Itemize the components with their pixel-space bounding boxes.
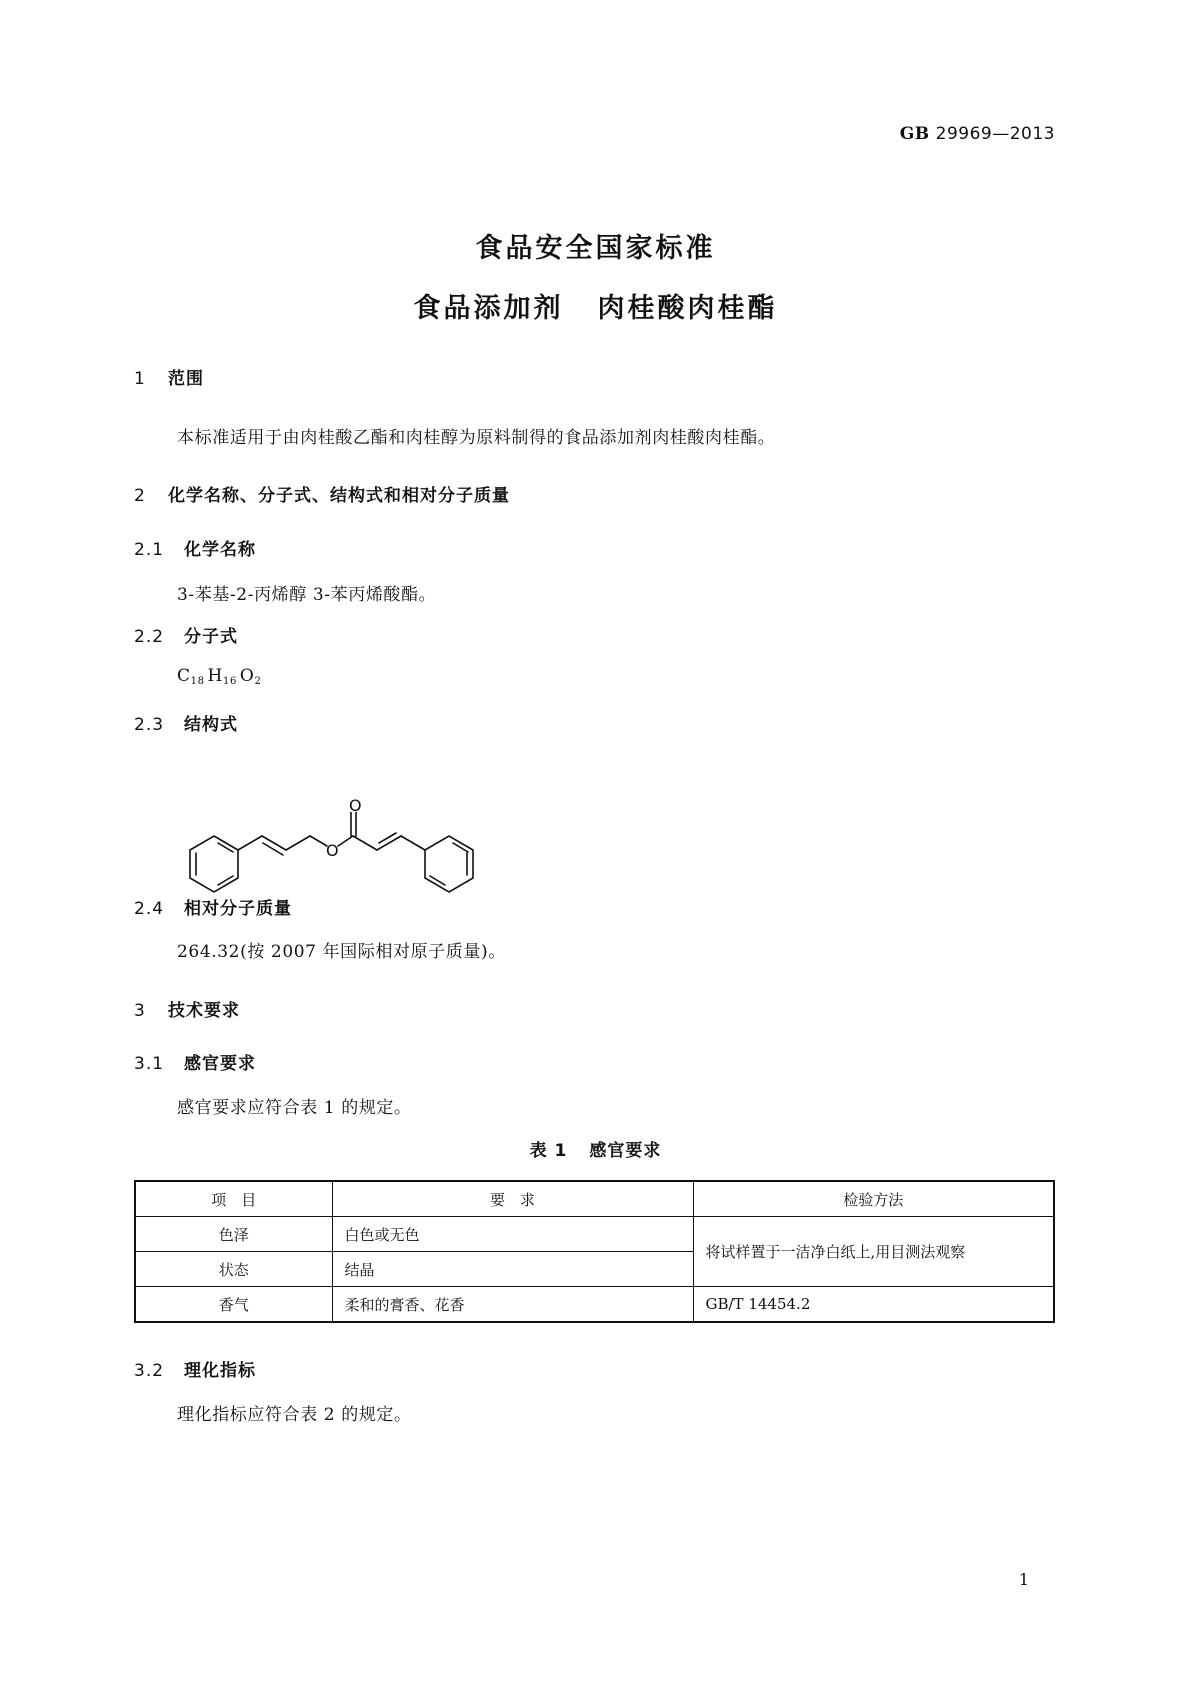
section-number: 1 bbox=[134, 369, 146, 389]
section-number: 2 bbox=[134, 486, 146, 506]
section-heading-1 bbox=[134, 364, 204, 389]
section-title: 技术要求 bbox=[168, 1001, 240, 1021]
section-heading-3 bbox=[134, 996, 240, 1021]
document-subtitle bbox=[0, 286, 1191, 325]
formula-hydrogen: H bbox=[207, 666, 223, 686]
section-number: 3.1 bbox=[134, 1054, 165, 1074]
table-row bbox=[135, 1217, 1054, 1252]
molecular-mass: 264.32(按 2007 年国际相对原子质量)。 bbox=[177, 942, 506, 962]
section-heading-3-1 bbox=[134, 1049, 256, 1074]
sensory-requirement-text: 感官要求应符合表 1 的规定。 bbox=[177, 1098, 412, 1118]
sensory-requirements-table bbox=[134, 1180, 1055, 1323]
section-title: 理化指标 bbox=[184, 1361, 256, 1381]
section-heading-2-1 bbox=[134, 535, 256, 560]
header-requirement: 要 求 bbox=[332, 1181, 693, 1217]
physicochemical-requirement-text: 理化指标应符合表 2 的规定。 bbox=[177, 1405, 412, 1425]
section-title: 相对分子质量 bbox=[184, 899, 292, 919]
section-heading-3-2 bbox=[134, 1356, 256, 1381]
document-code bbox=[900, 124, 1055, 144]
header-test-method: 检验方法 bbox=[693, 1181, 1054, 1217]
section-title: 化学名称 bbox=[184, 540, 256, 560]
section-number: 2.1 bbox=[134, 540, 165, 560]
table-number: 表 1 bbox=[529, 1141, 568, 1161]
section-title: 化学名称、分子式、结构式和相对分子质量 bbox=[168, 486, 510, 506]
ester-oxygen-label: O bbox=[326, 841, 339, 860]
scope-paragraph: 本标准适用于由肉桂酸乙酯和肉桂醇为原料制得的食品添加剂肉桂酸肉桂酯。 bbox=[177, 428, 776, 448]
table-title: 感官要求 bbox=[589, 1141, 662, 1161]
cell-requirement: 白色或无色 bbox=[332, 1217, 693, 1252]
section-title: 范围 bbox=[168, 369, 204, 389]
standard-prefix: GB bbox=[899, 124, 930, 144]
cell-item: 状态 bbox=[135, 1252, 332, 1287]
formula-oxygen: O bbox=[239, 666, 255, 686]
subtitle-category: 食品添加剂 bbox=[413, 293, 564, 324]
page-number: 1 bbox=[1018, 1570, 1029, 1589]
section-title: 分子式 bbox=[184, 627, 238, 647]
cell-item: 香气 bbox=[135, 1287, 332, 1323]
section-number: 2.4 bbox=[134, 899, 165, 919]
section-number: 2.2 bbox=[134, 627, 165, 647]
section-number: 2.3 bbox=[134, 715, 165, 735]
section-heading-2-4 bbox=[134, 894, 292, 919]
table-row bbox=[135, 1287, 1054, 1323]
right-benzene-ring bbox=[425, 836, 473, 892]
section-heading-2-2 bbox=[134, 622, 238, 647]
formula-oxygen-count: 2 bbox=[254, 676, 262, 687]
cell-item: 色泽 bbox=[135, 1217, 332, 1252]
document-title: 食品安全国家标准 bbox=[475, 233, 716, 264]
section-title: 结构式 bbox=[184, 715, 238, 735]
section-heading-2-3 bbox=[134, 710, 238, 735]
header-item: 项 目 bbox=[135, 1181, 332, 1217]
formula-carbon: C bbox=[177, 666, 191, 686]
formula-carbon-count: 18 bbox=[190, 676, 205, 687]
subtitle-substance: 肉桂酸肉桂酯 bbox=[597, 293, 778, 324]
cell-test-method: GB/T 14454.2 bbox=[693, 1287, 1054, 1323]
left-benzene-ring bbox=[190, 836, 238, 892]
section-heading-2 bbox=[134, 481, 510, 506]
table-header-row bbox=[135, 1181, 1054, 1217]
cell-test-method: 将试样置于一洁净白纸上,用目测法观察 bbox=[693, 1217, 1054, 1287]
cell-requirement: 结晶 bbox=[332, 1252, 693, 1287]
chemical-name: 3-苯基-2-丙烯醇 3-苯丙烯酸酯。 bbox=[177, 585, 437, 605]
table-caption bbox=[0, 1136, 1191, 1161]
section-number: 3.2 bbox=[134, 1361, 165, 1381]
standard-number: 29969—2013 bbox=[935, 124, 1055, 144]
section-number: 3 bbox=[134, 1001, 146, 1021]
formula-hydrogen-count: 16 bbox=[222, 676, 237, 687]
section-title: 感官要求 bbox=[184, 1054, 256, 1074]
molecular-formula bbox=[177, 666, 264, 687]
carbonyl-oxygen-label: O bbox=[349, 796, 362, 815]
cell-requirement: 柔和的膏香、花香 bbox=[332, 1287, 693, 1323]
